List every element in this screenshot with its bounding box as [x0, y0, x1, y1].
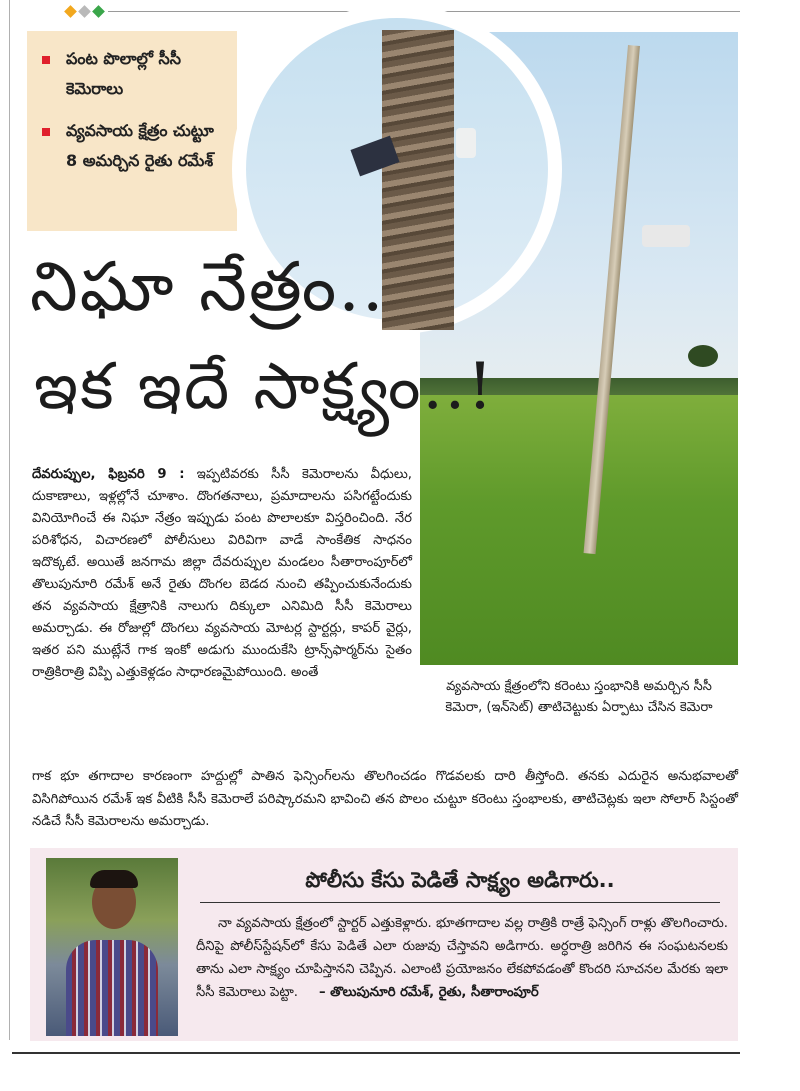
article-continuation: గాక భూ తగాదాల కారణంగా హద్దుల్లో పాతిన ఫెన్సింగ్‌లను తొలగించడం గొడవలకు దారి తీస్తోంది. తనకు ఎదురైన అనుభవాలతో విసిగిపోయిన రమేశ్ ఇక వీటికి సీసీ కెమెరాలే పరిష్కారమని భావించి తన పొలం చుట్టూ కరెంటు స్తంభాలకు, తాటిచెట్లకు ఇలా సోలార్ సిస్టంతో నడిచే సీసీ కెమెరాలను అమర్చాడు. — [32, 769, 738, 829]
bottom-rule — [12, 1052, 740, 1054]
palm-trunk — [382, 30, 454, 330]
highlight-item: వ్యవసాయ క్షేత్రం చుట్టూ 8 అమర్చిన రైతు రమేశ్ — [66, 121, 214, 170]
quote-body: నా వ్యవసాయ క్షేత్రంలో స్టార్టర్ ఎత్తుకెళ్లారు. భూతగాదాల వల్ల రాత్రికి రాత్రే ఫెన్సింగ్ రాళ్లు తొలగించారు. దీనిపై పోలీస్‌స్టేషన్‌లో కేసు పెడితే ఎలా రుజువు చేస్తావని అడిగారు. అర్ధరాత్రి జరిగిన ఈ సంఘటనలకు తాను ఎలా సాక్ష్యం చూపిస్తానని చెప్పిన. ఎలాంటి ప్రయోజనం లేకపోవడంతో కొందరి సూచనల మేరకు ఇలా సీసీ కెమెరాలు పెట్టా. — [196, 916, 728, 1000]
bullet-icon — [42, 128, 50, 136]
highlight-item: పంట పొలాల్లో సీసీ కెమెరాలు — [66, 49, 181, 98]
article-dateline: దేవరుప్పుల, ఫిబ్రవరి 9 : — [32, 467, 185, 482]
quote-text — [196, 912, 728, 1004]
headline-line2: ఇక ఇదే సాక్ష్యం..! — [34, 350, 495, 424]
pole-camera-icon — [642, 225, 690, 247]
bullet-icon — [42, 56, 50, 64]
diamond-orange-icon — [64, 5, 77, 18]
quote-title-underline — [200, 902, 720, 903]
farmer-hair — [90, 870, 138, 888]
article-column — [32, 464, 412, 684]
diamond-gray-icon — [78, 5, 91, 18]
quote-title: పోలీసు కేసు పెడితే సాక్ష్యం అడిగారు.. — [305, 868, 615, 892]
farmer-shirt — [66, 940, 158, 1036]
left-column-rule — [9, 0, 10, 1040]
photo-caption: వ్యవసాయ క్షేత్రంలోని కరెంటు స్తంభానికి అమర్చిన సీసీ కెమెరా, (ఇన్‌సెట్) తాటిచెట్టుకు ఏర్పాటు చేసిన కెమెరా — [445, 679, 713, 715]
quote-signature: – తొలుపునూరి రమేశ్, రైతు, సీతారాంపూర్ — [318, 985, 539, 1000]
headline-line1: నిఘా నేత్రం.. — [30, 248, 386, 327]
article-text: ఇప్పటివరకు సీసీ కెమెరాలను వీధులు, దుకాణాలు, ఇళ్లల్లోనే చూశాం. దొంగతనాలు, ప్రమాదాలను పసిగట్టేందుకు వినియోగించే ఈ నిఘా నేత్రం ఇప్పుడు పంట పొలాలకూ విస్తరించింది. నేర పరిశోధన, విచారణలో పోలీసులు విరివిగా వాడే సాంకేతిక సాధనం ఇదొక్కటే. అయితే జనగామ జిల్లా దేవరుప్పుల మండలం సీతారాంపూర్‌లో తొలుపునూరి రమేశ్ అనే రైతు దొంగల బెడద నుంచి తప్పించుకునేందుకు తన వ్యవసాయ క్షేత్రానికి నాలుగు దిక్కులా ఎనిమిది సీసీ కెమెరాలు అమర్చాడు. ఈ రోజుల్లో దొంగలు వ్యవసాయ మోటర్ల స్టార్టర్లు, కాపర్ వైర్లు, ఇతర పని ముట్లేనే గాక ఇంకో అడుగు ముందుకేసి ట్రాన్స్‌ఫార్మర్‌ను సైతం రాత్రికిరాత్రి విప్పి ఎత్తుకెళ్లడం సాధారణమైపోయింది. అంతే — [32, 467, 412, 680]
cctv-camera-icon — [456, 128, 476, 158]
diamond-green-icon — [92, 5, 105, 18]
palm-tree-icon — [688, 345, 718, 367]
